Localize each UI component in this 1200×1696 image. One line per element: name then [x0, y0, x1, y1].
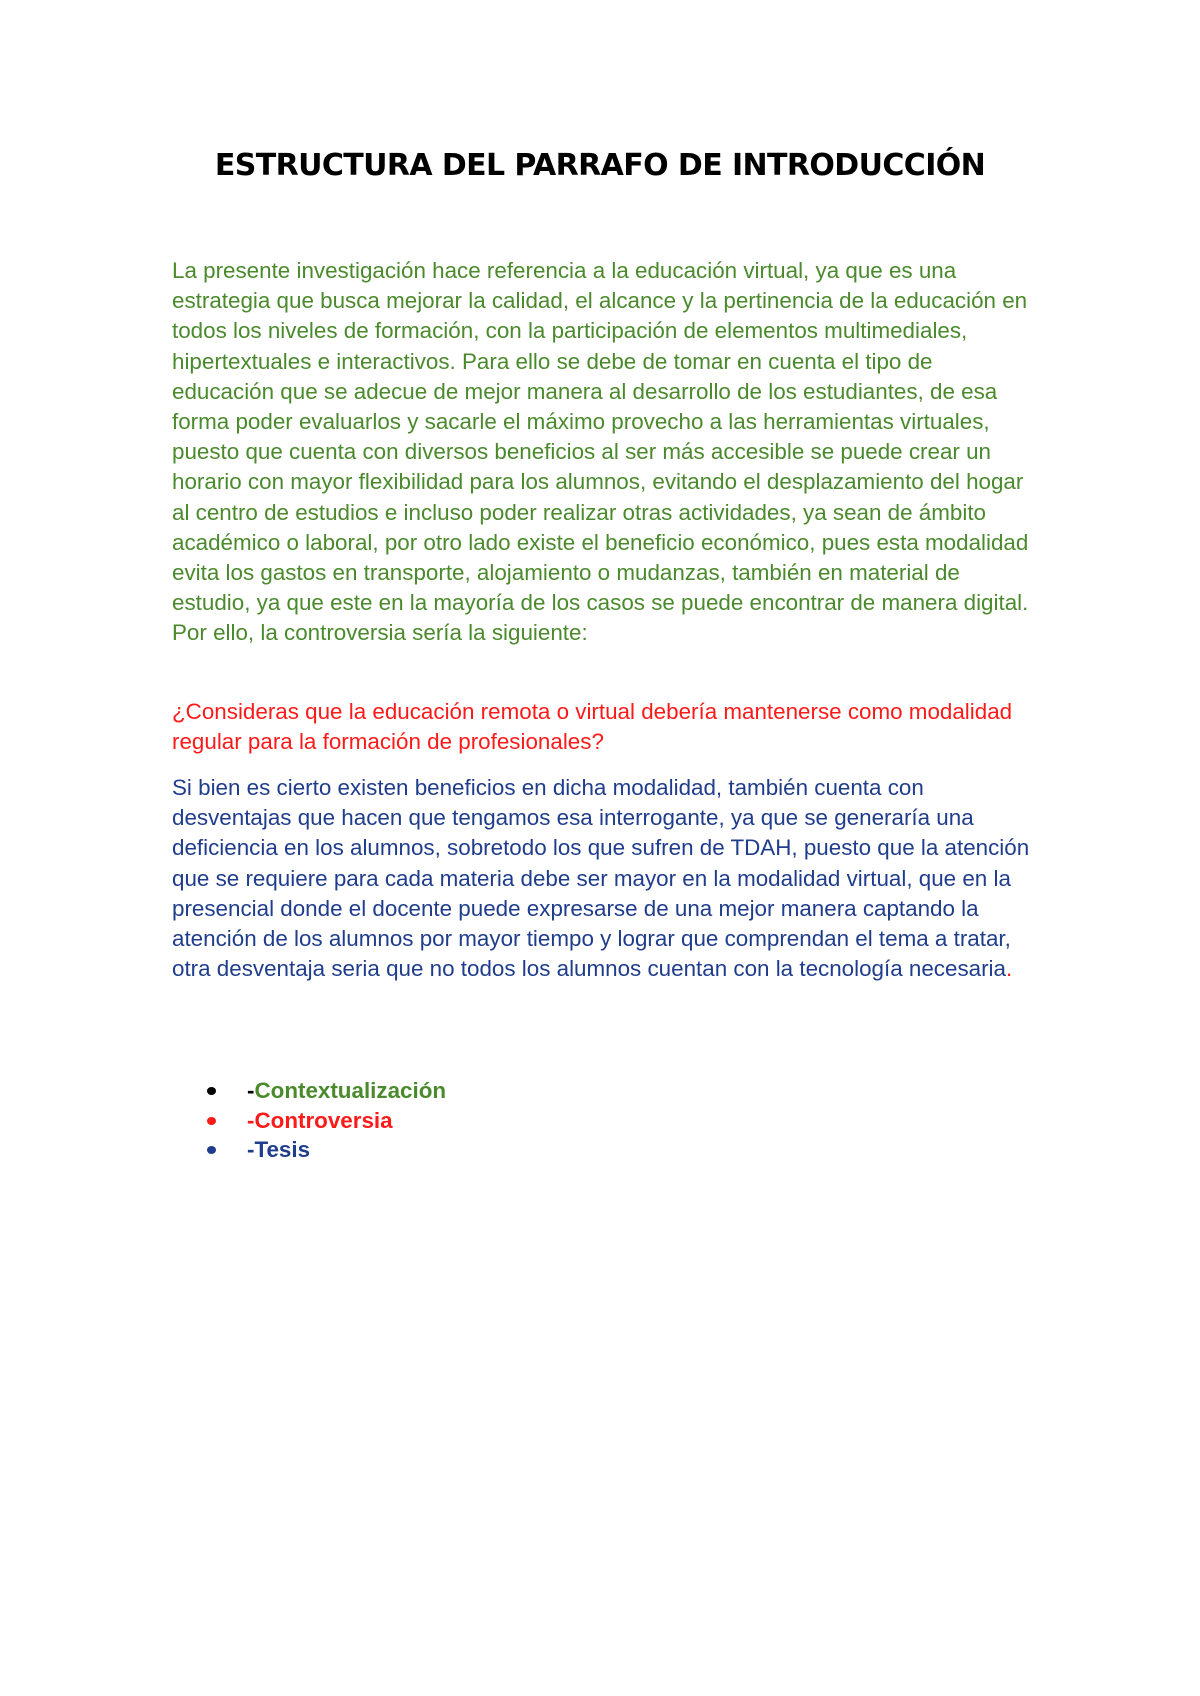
legend-dash: - — [247, 1078, 255, 1103]
tesis-trailing-period: . — [1005, 956, 1013, 982]
legend-label: Contextualización — [254, 1078, 447, 1103]
tesis-text: Si bien es cierto existen beneficios en dicha modalidad, también cuenta con desventajas que hacen que tengamos esa interrogante, ya que se generaría una deficiencia en los alumnos, sobretodo los que sufren de TDAH, puesto que la atención que se requiere para cada materia debe ser mayor en la modalidad virtual, que en la presencial donde el docente puede expresarse de una mejor manera captando la atención de los alumnos por mayor tiempo y lograr que comprendan el tema a tratar, otra desventaja seria que no todos los alumnos cuentan con la tecnología necesaria — [172, 775, 1030, 982]
bullet-icon — [207, 1087, 216, 1095]
legend-dash: - — [247, 1137, 255, 1162]
contextualizacion-paragraph: La presente investigación hace referencia a la educación virtual, ya que es una estrategia que busca mejorar la calidad, el alcance y la pertinencia de la educación en todos los niveles de formación, con la participación de elementos multimediales, hipertextuales e interactivos. Para ello se debe de tomar en cuenta el tipo de educación que se adecue de mejor manera al desarrollo de los estudiantes, de esa forma poder evaluarlos y sacarle el máximo provecho a las herramientas virtuales, puesto que cuenta con diversos beneficios al ser más accesible se puede crear un horario con mayor flexibilidad para los alumnos, evitando el desplazamiento del hogar al centro de estudios e incluso poder realizar otras actividades, ya sean de ámbito académico o laboral, por otro lado existe el beneficio económico, pues esta modalidad evita los gastos en transporte, alojamiento o mudanzas, también en material de estudio, ya que este en la mayoría de los casos se puede encontrar de manera digital. Por ello, la controversia sería la siguiente: — [172, 258, 1029, 646]
legend-item-contextualizacion — [205, 1076, 446, 1106]
legend-label: Tesis — [254, 1137, 311, 1162]
legend-item-controversia — [205, 1106, 446, 1136]
legend-dash: - — [247, 1107, 255, 1133]
bullet-icon — [207, 1117, 216, 1125]
controversia-paragraph: ¿Consideras que la educación remota o virtual debería mantenerse como modalidad regular para la formación de profesionales? — [172, 699, 1013, 755]
bullet-icon — [207, 1146, 216, 1154]
page-title: ESTRUCTURA DEL PARRAFO DE INTRODUCCIÓN — [214, 148, 986, 183]
legend-item-tesis — [205, 1135, 446, 1165]
tesis-paragraph — [172, 773, 1040, 984]
legend-label: Controversia — [254, 1107, 393, 1133]
structure-legend-list — [205, 1076, 446, 1165]
